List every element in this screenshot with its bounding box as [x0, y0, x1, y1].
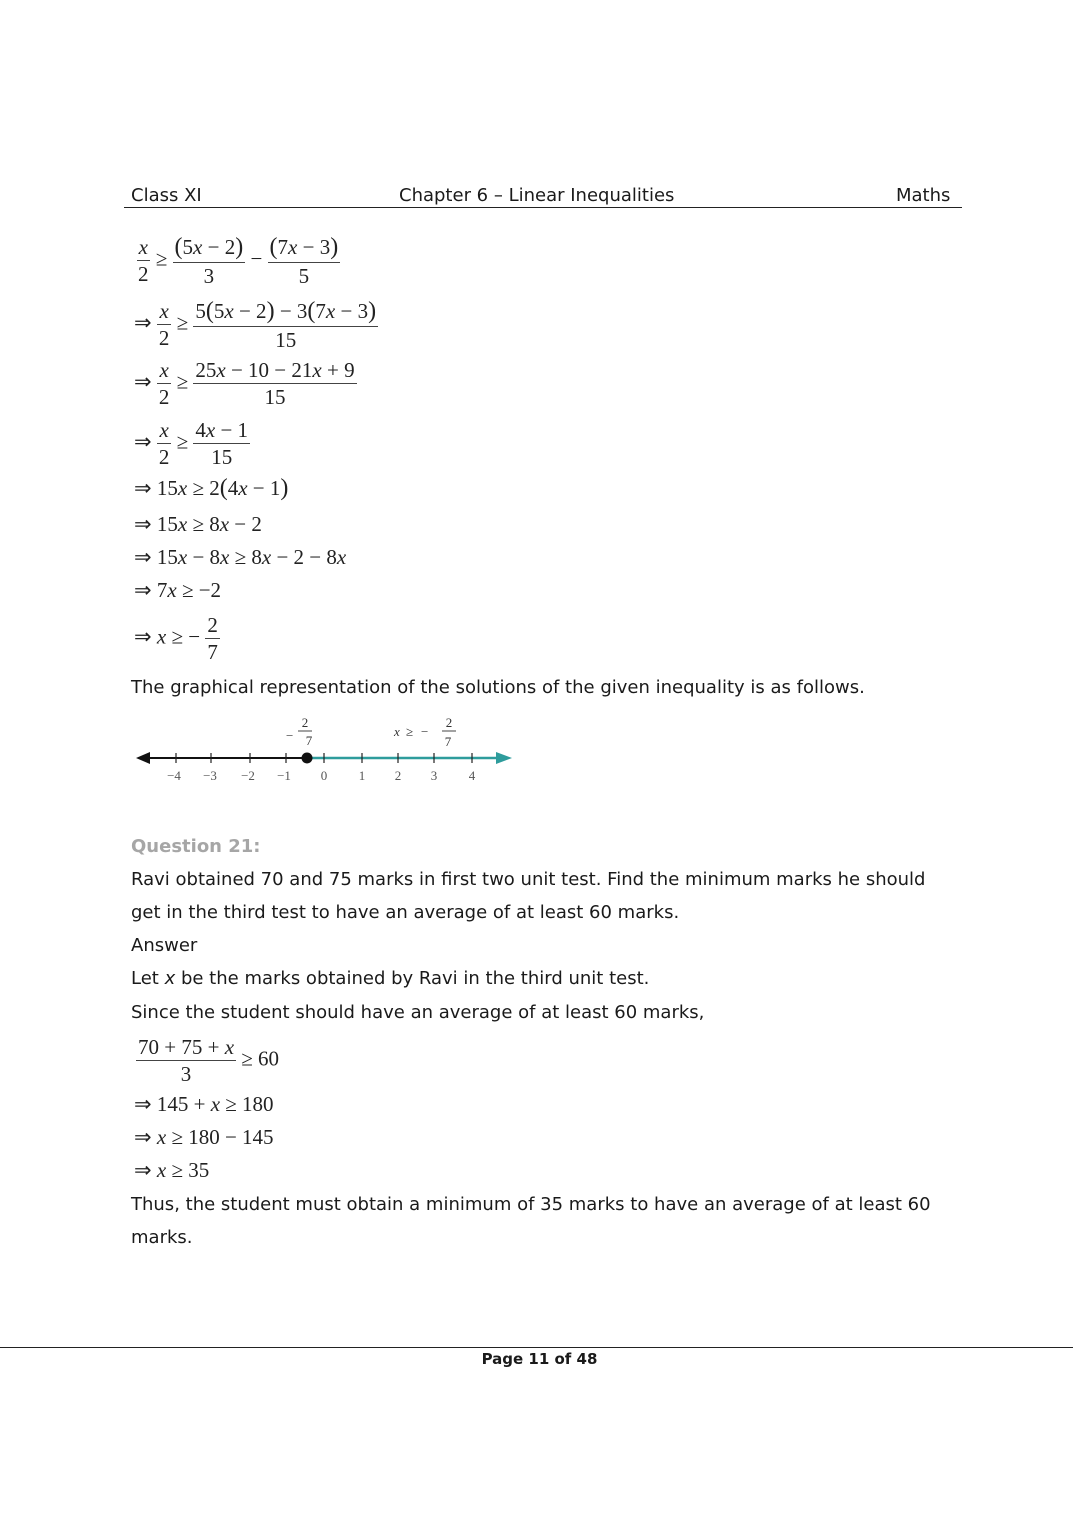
point-label	[286, 715, 313, 748]
header-divider	[124, 207, 962, 208]
math-step-7: ⇒ 15x − 8x ≥ 8x − 2 − 8x	[134, 545, 347, 569]
svg-text:x: x	[394, 724, 400, 739]
tick-label: 0	[320, 768, 328, 783]
svg-text:7: 7	[444, 734, 452, 749]
math-ans-step-3: ⇒ x ≥ 180 − 145	[134, 1125, 274, 1149]
conclusion-line2: marks.	[131, 1227, 193, 1248]
graph-caption: The graphical representation of the solutions of the given inequality is as follows.	[131, 677, 865, 698]
header-class: Class XI	[131, 185, 202, 206]
header-chapter: Chapter 6 – Linear Inequalities	[399, 185, 675, 206]
tick-label: 1	[358, 768, 366, 783]
svg-text:7: 7	[305, 733, 313, 748]
answer-since-line: Since the student should have an average of at least 60 marks,	[131, 1002, 705, 1023]
page-number: Page 11 of 48	[481, 1350, 598, 1368]
svg-text:−: −	[286, 728, 294, 743]
solution-label	[393, 715, 456, 749]
math-step-8: ⇒ 7x ≥ −2	[134, 578, 222, 602]
footer-divider	[0, 1347, 1073, 1348]
tick-label: −3	[203, 768, 217, 783]
tick-label: 2	[394, 768, 402, 783]
svg-text:≥: ≥	[406, 724, 414, 739]
math-step-6: ⇒ 15x ≥ 8x − 2	[134, 512, 262, 536]
left-arrow-icon	[136, 752, 150, 764]
question-text-line2: get in the third test to have an average of at least 60 marks.	[131, 902, 680, 923]
header-subject: Maths	[896, 185, 951, 206]
answer-let-line: Let x be the marks obtained by Ravi in the third unit test.	[131, 968, 650, 989]
solution-start-point	[302, 753, 313, 764]
question-text-line1: Ravi obtained 70 and 75 marks in first two unit test. Find the minimum marks he should	[131, 869, 926, 890]
svg-text:2: 2	[445, 715, 453, 730]
math-step-5: ⇒ 15x ≥ 2(4x − 1)	[134, 475, 289, 501]
conclusion-line1: Thus, the student must obtain a minimum of 35 marks to have an average of at least 60	[131, 1194, 931, 1215]
number-line-graph	[130, 705, 530, 795]
math-step-1: $\frac{x}{2}$ ≥ $\frac{(5x - 2)}{3}$ − $\frac{(7x - 3)}{5}$	[138, 234, 339, 288]
question-heading: Question 21:	[131, 836, 261, 857]
tick-label: −2	[241, 768, 255, 783]
tick-label: 3	[430, 768, 438, 783]
svg-text:2: 2	[301, 715, 309, 730]
tick-label: −4	[167, 768, 181, 783]
math-ans-step-4: ⇒ x ≥ 35	[134, 1158, 210, 1182]
right-arrow-icon	[496, 752, 512, 764]
tick-label: −1	[277, 768, 291, 783]
math-step-3: ⇒ $\frac{x}{2}$ ≥ $\frac{25x - 10 - 21x + 9}{15}$	[134, 358, 355, 410]
svg-text:−: −	[421, 724, 429, 739]
math-step-9: ⇒ x ≥ − $\frac{2}{7}$	[134, 613, 218, 665]
math-step-4: ⇒ $\frac{x}{2}$ ≥ $\frac{4x - 1}{15}$	[134, 418, 249, 470]
math-ans-step-2: ⇒ 145 + x ≥ 180	[134, 1092, 274, 1116]
math-step-2: ⇒ $\frac{x}{2}$ ≥ $\frac{5(5x - 2) - 3(7x - 3)}{15}$	[134, 298, 377, 352]
answer-label: Answer	[131, 935, 198, 956]
tick-label: 4	[468, 768, 476, 783]
math-ans-step-1: $\frac{70 + 75 + x}{3}$ ≥ 60	[138, 1035, 280, 1087]
